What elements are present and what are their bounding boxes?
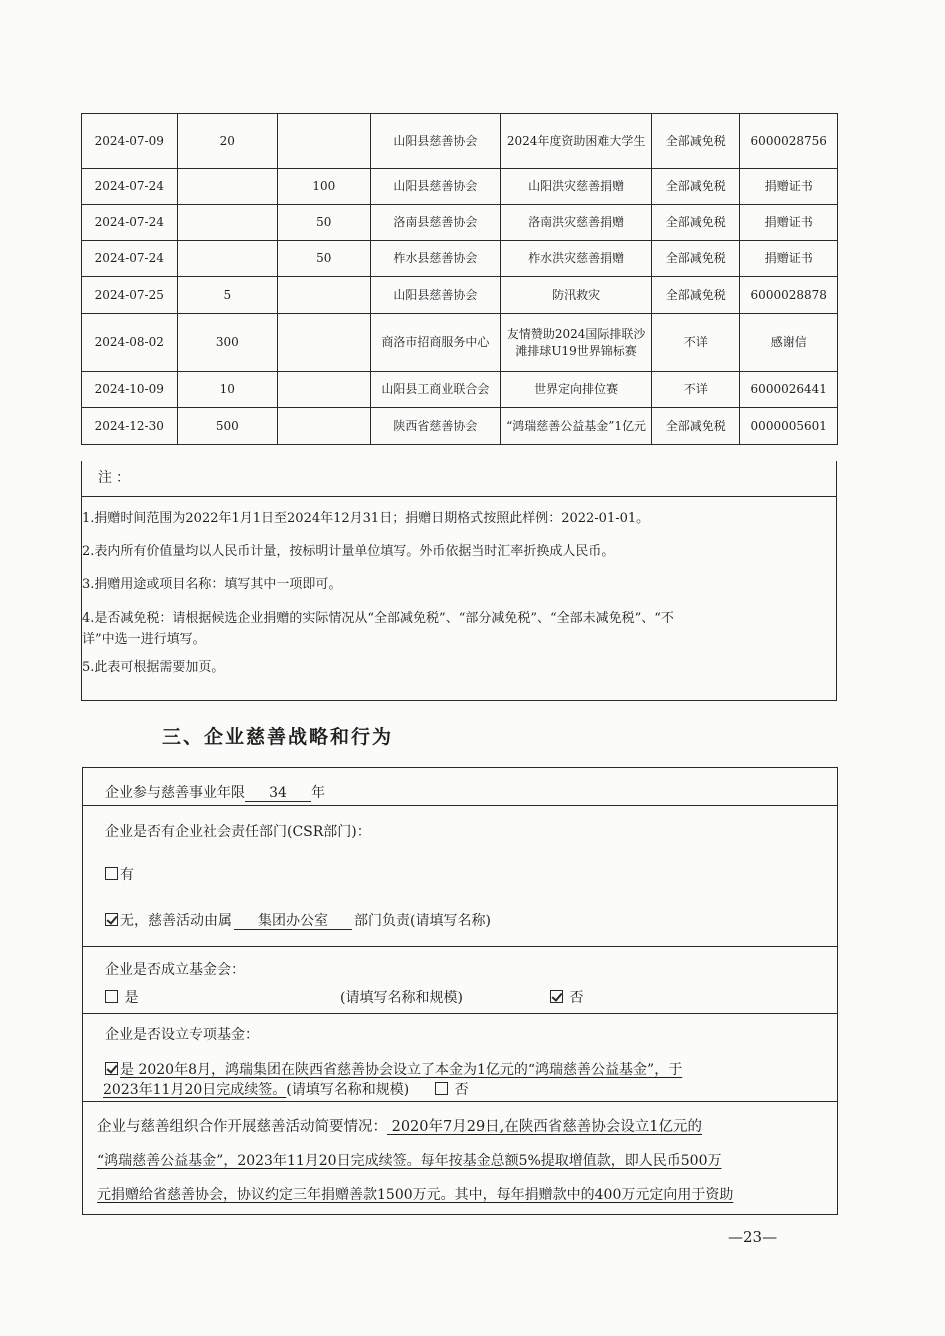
recipient-cell: 山阳县工商业联合会 — [370, 372, 501, 408]
proof-cell: 6000028756 — [740, 114, 838, 169]
proof-cell: 捐赠证书 — [740, 205, 838, 241]
note-item-4-cont: 详”中选一进行填写。 — [82, 632, 206, 647]
foundation-yes-option[interactable] — [105, 987, 138, 1007]
donation-date-cell: 2024-07-24 — [82, 241, 178, 277]
special-no-label: 否 — [454, 1082, 469, 1098]
purpose-cell: “鸿瑞慈善公益基金”1亿元 — [501, 408, 652, 445]
note-item-2: 2.表内所有价值量均以人民币计量，按标明计量单位填写。外币依据当时汇率折换成人民币。 — [82, 544, 615, 559]
special-detail-1: 2020年8月，鸿瑞集团在陕西省慈善协会设立了本金为1亿元的“鸿瑞慈善公益基金”，于 — [134, 1062, 683, 1078]
cash-amount-cell: 10 — [177, 372, 278, 408]
purpose-cell: 洛南洪灾慈善捐赠 — [501, 205, 652, 241]
note-item-3: 3.捐赠用途或项目名称：填写其中一项即可。 — [82, 577, 342, 592]
table-row — [82, 372, 838, 408]
tax-status-cell: 全部减免税 — [652, 114, 740, 169]
donation-date-cell: 2024-10-09 — [82, 372, 178, 408]
recipient-cell: 柞水县慈善协会 — [370, 241, 501, 277]
special-hint: (请填写名称和规模) — [286, 1082, 410, 1098]
cash-amount-cell — [177, 241, 278, 277]
purpose-cell: 友情赞助2024国际排联沙滩排球U19世界锦标赛 — [501, 314, 652, 372]
goods-amount-cell — [278, 114, 370, 169]
divider — [83, 1101, 837, 1102]
cash-amount-cell — [177, 205, 278, 241]
tax-status-cell: 全部减免税 — [652, 408, 740, 445]
purpose-cell: 柞水洪灾慈善捐赠 — [501, 241, 652, 277]
table-row — [82, 114, 838, 169]
coop-line1 — [97, 1115, 702, 1136]
table-row — [82, 241, 838, 277]
recipient-cell: 山阳县慈善协会 — [370, 169, 501, 205]
donation-date-cell: 2024-07-09 — [82, 114, 178, 169]
donation-date-cell: 2024-07-25 — [82, 277, 178, 314]
goods-amount-cell — [278, 408, 370, 445]
note-item-5: 5.此表可根据需要加页。 — [82, 660, 225, 675]
note-item-4: 4.是否减免税：请根据候选企业捐赠的实际情况从“全部减免税”、“部分减免税”、“全部未减免税”、“不 — [82, 611, 674, 626]
goods-amount-cell: 50 — [278, 241, 370, 277]
goods-amount-cell — [278, 372, 370, 408]
special-detail-2: 2023年11月20日完成续签。 — [103, 1082, 287, 1098]
purpose-cell: 2024年度资助困难大学生 — [501, 114, 652, 169]
csr-no-suffix: 部门负责(请填写名称) — [354, 913, 491, 929]
table-row — [82, 408, 838, 445]
tax-status-cell: 不详 — [652, 372, 740, 408]
proof-cell: 捐赠证书 — [740, 169, 838, 205]
csr-dept-field[interactable]: 集团办公室 — [234, 913, 352, 930]
foundation-hint: (请填写名称和规模) — [340, 990, 463, 1006]
checkbox-icon[interactable] — [435, 1082, 448, 1095]
donation-table — [81, 113, 838, 445]
note-item-1: 1.捐赠时间范围为2022年1月1日至2024年12月31日；捐赠日期格式按照此样例：2022-01-01。 — [82, 511, 650, 526]
divider — [83, 805, 837, 806]
recipient-cell: 山阳县慈善协会 — [370, 114, 501, 169]
coop-detail-1: 2020年7月29日,在陕西省慈善协会设立1亿元的 — [387, 1119, 703, 1135]
recipient-cell: 商洛市招商服务中心 — [370, 314, 501, 372]
cash-amount-cell: 20 — [177, 114, 278, 169]
foundation-question: 企业是否成立基金会： — [105, 962, 245, 978]
purpose-cell: 山阳洪灾慈善捐赠 — [501, 169, 652, 205]
years-row — [105, 782, 325, 802]
foundation-no-label: 否 — [569, 990, 584, 1006]
coop-label: 企业与慈善组织合作开展慈善活动简要情况： — [97, 1119, 387, 1135]
proof-cell: 6000028878 — [740, 277, 838, 314]
notes-box — [81, 461, 837, 701]
coop-detail-2: “鸿瑞慈善公益基金”，2023年11月20日完成续签。每年按基金总额5%提取增值款，即人民币500万 — [97, 1153, 722, 1169]
tax-status-cell: 全部减免税 — [652, 205, 740, 241]
proof-cell: 0000005601 — [740, 408, 838, 445]
goods-amount-cell: 100 — [278, 169, 370, 205]
special-yes-line2 — [103, 1079, 469, 1099]
recipient-cell: 山阳县慈善协会 — [370, 277, 501, 314]
checkbox-icon[interactable] — [105, 1062, 118, 1075]
goods-amount-cell: 50 — [278, 205, 370, 241]
foundation-no-option[interactable] — [550, 987, 583, 1007]
cash-amount-cell — [177, 169, 278, 205]
coop-detail-3: 元捐赠给省慈善协会，协议约定三年捐赠善款1500万元。其中，每年捐赠款中的400万元定向用于资助 — [97, 1187, 734, 1203]
csr-no-prefix: 无，慈善活动由属 — [120, 913, 232, 929]
page-number: —23— — [728, 1228, 778, 1246]
checkbox-icon[interactable] — [105, 913, 118, 926]
csr-yes-label: 有 — [120, 867, 134, 883]
csr-yes-option[interactable] — [105, 864, 134, 884]
divider — [83, 1013, 837, 1014]
tax-status-cell: 全部减免税 — [652, 241, 740, 277]
section-title: 三、企业慈善战略和行为 — [162, 726, 394, 748]
table-row — [82, 169, 838, 205]
special-question: 企业是否设立专项基金： — [105, 1027, 259, 1043]
recipient-cell: 陕西省慈善协会 — [370, 408, 501, 445]
donation-date-cell: 2024-08-02 — [82, 314, 178, 372]
table-row — [82, 314, 838, 372]
table-row — [82, 277, 838, 314]
years-unit: 年 — [311, 785, 325, 801]
csr-no-option[interactable] — [105, 910, 491, 930]
cash-amount-cell: 500 — [177, 408, 278, 445]
years-value[interactable]: 34 — [245, 785, 311, 802]
donation-date-cell: 2024-12-30 — [82, 408, 178, 445]
strategy-box — [82, 767, 838, 1215]
goods-amount-cell — [278, 314, 370, 372]
purpose-cell: 世界定向排位赛 — [501, 372, 652, 408]
checkbox-icon[interactable] — [105, 867, 118, 880]
checkbox-icon[interactable] — [105, 990, 118, 1003]
coop-line3 — [97, 1184, 733, 1204]
goods-amount-cell — [278, 277, 370, 314]
recipient-cell: 洛南县慈善协会 — [370, 205, 501, 241]
special-yes-line1[interactable] — [105, 1059, 682, 1079]
notes-heading: 注： — [82, 461, 836, 497]
checkbox-icon[interactable] — [550, 990, 563, 1003]
proof-cell: 捐赠证书 — [740, 241, 838, 277]
special-yes-label: 是 — [120, 1062, 134, 1078]
donation-date-cell: 2024-07-24 — [82, 169, 178, 205]
cash-amount-cell: 5 — [177, 277, 278, 314]
foundation-yes-label: 是 — [124, 990, 139, 1006]
coop-line2 — [97, 1150, 722, 1170]
divider — [83, 946, 837, 947]
cash-amount-cell: 300 — [177, 314, 278, 372]
tax-status-cell: 全部减免税 — [652, 169, 740, 205]
tax-status-cell: 不详 — [652, 314, 740, 372]
tax-status-cell: 全部减免税 — [652, 277, 740, 314]
proof-cell: 感谢信 — [740, 314, 838, 372]
years-label: 企业参与慈善事业年限 — [105, 785, 245, 801]
csr-question: 企业是否有企业社会责任部门(CSR部门)： — [105, 824, 371, 840]
donation-date-cell: 2024-07-24 — [82, 205, 178, 241]
proof-cell: 6000026441 — [740, 372, 838, 408]
purpose-cell: 防汛救灾 — [501, 277, 652, 314]
table-row — [82, 205, 838, 241]
